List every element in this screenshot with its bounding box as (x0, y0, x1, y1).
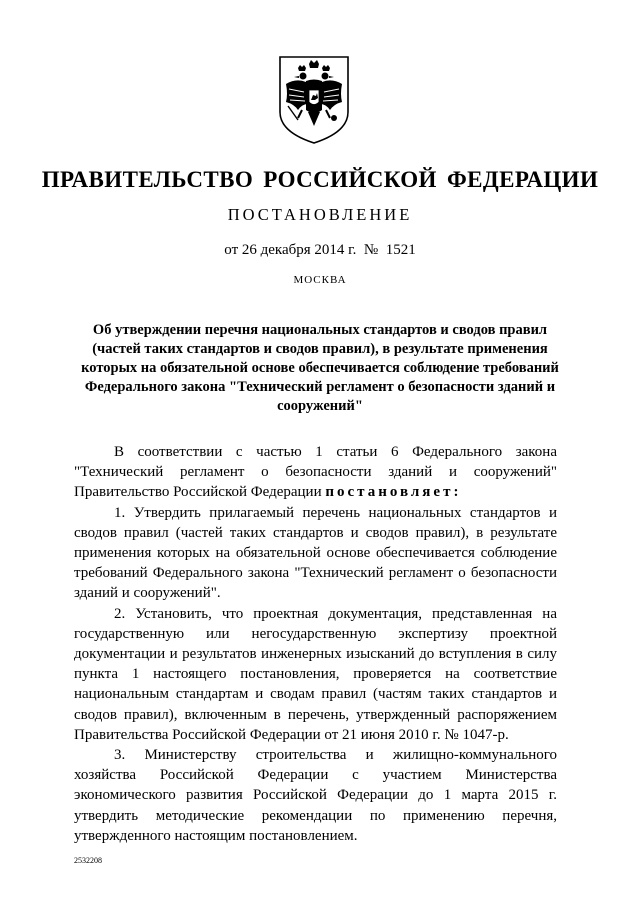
intro-text: В соответствии с частью 1 статьи 6 Федерального закона "Технический регламент о безопасности зданий и сооружений" Правительство Российской Федерации (74, 444, 557, 501)
date-and-number: от 26 декабря 2014 г. № 1521 (224, 242, 416, 258)
item-3-paragraph: 3. Министерству строительства и жилищно-коммунального хозяйства Российской Федерации с участием Министерства экономического развития Российской Федерации до 1 марта 2015 г. утвердить методические рекомендации по применению перечня, утвержденного настоящим постановлением. (74, 747, 557, 844)
double-headed-eagle-coat-of-arms-icon (276, 54, 352, 146)
decree-word: постановляет: (325, 484, 462, 501)
document-body (74, 442, 557, 846)
item-2-paragraph: 2. Установить, что проектная документация, представленная на государственную или негосударственную экспертизу проектной документации и результатов инженерных изысканий до вступления в силу пункта 1 настоящего постановления, проверяется на соответствие национальным стандартам и сводам правил (частям таких стандартов и сводов правил), включенным в перечень, утвержденный распоряжением Правительства Российской Федерации от 21 июня 2010 г. № 1047-р. (74, 605, 557, 743)
document-heading: Об утверждении перечня национальных стандартов и сводов правил (частей таких стандартов и сводов правил), в результате применения которых на обязательной основе обеспечивается соблюдение требований Федерального закона "Технический регламент о безопасности зданий и сооружений" (81, 322, 559, 414)
document-code: 2532208 (74, 856, 102, 865)
government-title: ПРАВИТЕЛЬСТВО РОССИЙСКОЙ ФЕДЕРАЦИИ (41, 167, 599, 192)
city-name: МОСКВА (293, 274, 347, 286)
document-type: ПОСТАНОВЛЕНИЕ (227, 205, 413, 224)
intro-paragraph (74, 442, 557, 503)
item-1-paragraph: 1. Утвердить прилагаемый перечень национальных стандартов и сводов правил (частей таких стандартов и сводов правил), в результате применения которых на обязательной основе обеспечивается соблюдение требований Федерального закона "Технический регламент о безопасности зданий и сооружений". (74, 504, 557, 602)
